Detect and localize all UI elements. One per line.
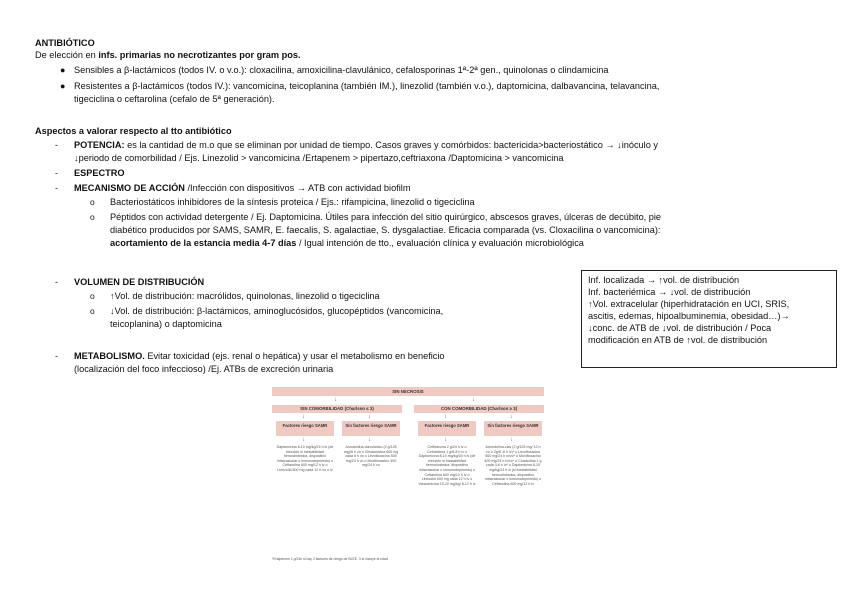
intro-bold: infs. primarias no necrotizantes por gram pos.: [98, 50, 301, 60]
flow-footnote: *Ertapenem 1 g/24h si hay 2 factores de riesgo de BLEE, 3 si incluye la edad: [272, 557, 388, 561]
box-line: Inf. bacteriémica → ↓vol. de distribución: [588, 287, 751, 297]
page-title: ANTIBIÓTICO: [35, 38, 95, 48]
box-line: ascitis, edemas, hipoalbuminemia, obesidad…)→: [588, 311, 790, 321]
flow-col-text: Daptomicina 6-10 mg/kg/24 h iv (de elección si inestabilidad hemodinámica, dispositivo intravascular o inmunodeprimido) o Ceftarolina 600 mg/12 h iv o Linezolid 600 mg cada 12 h vo o iv: [276, 445, 334, 472]
bullet-resistentes: Resistentes a β-lactámicos (todos IV.): vancomicina, teicoplanina (también IM.), linezolid (también v.o.), daptomicina, dalbavancina, telavancina,: [74, 81, 660, 91]
bullet-icon: ●: [60, 81, 66, 91]
mecanismo-sub2-l3: [110, 237, 584, 249]
estancia-bold: acortamiento de la estancia media 4-7 días: [110, 238, 297, 248]
mecanismo-line: [74, 182, 410, 194]
flow-col-text: Amoxicilina-clav (2 g/125 mg/ 12 h vo o 2g/8 -8 h iv)* o Levofloxacino 500 mg/24 h iv/vo* o Moxifloxacino 400 mg/24 h iv/vo* o Cloxacilina 1 g cada 4-6 h iv* o Daptomicina 8-10 mg/kg/24 h iv (si inestabilidad hemodinámica, dispositivo intravascular o inmunodeprimido) o Ceftarolina 600 mg/12 h iv: [484, 445, 542, 486]
dash-marker: -: [55, 140, 58, 150]
mecanismo-text: /Infección con dispositivos → ATB con actividad biofilm: [184, 183, 411, 193]
mecanismo-sub1: Bacteriostáticos inhibidores de la síntesis proteica / Ejs.: rifampicina, linezolid o tigeciclina: [110, 197, 475, 207]
mecanismo-sub2-l1: Péptidos con actividad detergente / Ej. Daptomicina. Útiles para infección del sitio quirúrgico, abscesos graves, úlceras de decúbito, pie: [110, 212, 662, 222]
dash-marker: -: [55, 277, 58, 287]
volumen-label: VOLUMEN DE DISTRIBUCIÓN: [74, 277, 205, 287]
mecanismo-sub2-l2: diabético producidos por SAMS, SAMR, E. faecalis, S. agalactiae, S. dysgalactiae. Eficacia comparada (vs. Cloxacilina o vancomicina):: [110, 225, 661, 235]
potencia-label: POTENCIA:: [74, 140, 125, 150]
espectro-label: ESPECTRO: [74, 168, 125, 178]
estancia-rest: / Igual intención de tto., evaluación clínica y evaluación microbiológica: [296, 238, 584, 248]
down-arrow-icon: ↓: [334, 397, 337, 403]
aspects-heading: Aspectos a valorar respecto al tto antibiótico: [35, 126, 232, 136]
mecanismo-label: MECANISMO DE ACCIÓN: [74, 183, 185, 193]
metabolismo-label: METABOLISMO.: [74, 351, 145, 361]
down-arrow-icon: ↓: [302, 437, 305, 443]
bullet-resistentes-cont: tigeciclina o ceftarolina (cefalo de 5ª generación).: [74, 94, 275, 104]
metabolismo-text: Evitar toxicidad (ejs. renal o hepática) y usar el metabolismo en beneficio: [144, 351, 445, 361]
down-arrow-icon: ↓: [368, 414, 371, 420]
flow-left-header: SIN COMORBILIDAD (Charlson ≤ 3): [272, 405, 402, 413]
down-arrow-icon: ↓: [472, 397, 475, 403]
flow-right-header: CON COMORBILIDAD (Charlson ≥ 3): [414, 405, 544, 413]
down-arrow-icon: ↓: [444, 414, 447, 420]
circle-marker: o: [90, 291, 95, 301]
bullet-icon: ●: [60, 65, 66, 75]
volumen-sub2-l1: ↓Vol. de distribución: β-lactámicos, aminoglucósidos, glucopéptidos (vancomicina,: [110, 306, 444, 316]
dash-marker: -: [55, 351, 58, 361]
potencia-line1: [74, 139, 658, 151]
flow-box-no-samr: Sin factores riesgo SAMR: [342, 421, 400, 436]
volumen-sub1: ↑Vol. de distribución: macrólidos, quinolonas, linezolid o tigeciclina: [110, 291, 380, 301]
flow-top-bar: SIN NECROSIS: [272, 387, 544, 396]
down-arrow-icon: ↓: [444, 437, 447, 443]
down-arrow-icon: ↓: [302, 414, 305, 420]
volumen-sub2-l2: teicoplanina) o daptomicina: [110, 319, 222, 329]
dash-marker: -: [55, 183, 58, 193]
down-arrow-icon: ↓: [510, 437, 513, 443]
metabolismo-line1: [74, 350, 445, 362]
flow-col-text: Ceftriaxona 2 g/24 h iv o Cefotaxima 1 g/6-8 h iv o Daptomicina 8-10 mg/kg/24 h iv (de elección si inestabilidad hemodinámica, dispositivo intravascular o inmunodeprimido) o Ceftarolina 600 mg/12 h iv o Linezolid 600 mg cada 12 h iv o Vancomicina 15-20 mg/kg/ 8-12 h iv: [418, 445, 476, 486]
flow-box-no-samr: Sin factores riesgo SAMR: [484, 421, 542, 436]
box-line: ↓conc. de ATB de ↓vol. de distribución / Poca: [588, 323, 772, 333]
intro-prefix: De elección en: [35, 50, 99, 60]
flow-col-text: Amoxicilina-clavulánico (2 g/125 mg)/8 h vo o Clindamicina 600 mg cada 8 h vo o Levofloxacino 500 mg/24 h vo o Moxifloxacino 400 mg/24 h vo: [343, 445, 399, 468]
treatment-flowchart: [272, 387, 544, 565]
dash-marker: -: [55, 168, 58, 178]
box-line: ↑Vol. extracelular (hiperhidratación en UCI, SRIS,: [588, 299, 790, 309]
box-line: Inf. localizada → ↑vol. de distribución: [588, 275, 740, 285]
down-arrow-icon: ↓: [510, 414, 513, 420]
circle-marker: o: [90, 212, 95, 222]
flow-box-samr: Factores riesgo SAMR: [276, 421, 334, 436]
metabolismo-line2: (localización del foco infeccioso) /Ej. ATBs de excreción urinaria: [74, 364, 334, 374]
flow-box-samr: Factores riesgo SAMR: [418, 421, 476, 436]
volume-notes-box: [581, 270, 837, 368]
circle-marker: o: [90, 306, 95, 316]
down-arrow-icon: ↓: [368, 437, 371, 443]
box-line: modificación en ATB de ↑vol. de distribución: [588, 335, 768, 345]
intro-line: [35, 49, 301, 61]
bullet-sensibles: Sensibles a β-lactámicos (todos IV. o v.o.): cloxacilina, amoxicilina-clavulánico, cefalosporinas 1ª-2ª gen., quinolonas o clindamicina: [74, 65, 609, 75]
potencia-text: es la cantidad de m.o que se eliminan por unidad de tiempo. Casos graves y comórbidos: bactericida>bacteriostático → ↓inóculo y: [124, 140, 658, 150]
circle-marker: o: [90, 197, 95, 207]
potencia-line2: ↓periodo de comorbilidad / Ejs. Linezolid > vancomicina /Ertapenem > pipertazo,ceftriaxona /Daptomicina > vancomicina: [74, 153, 564, 163]
